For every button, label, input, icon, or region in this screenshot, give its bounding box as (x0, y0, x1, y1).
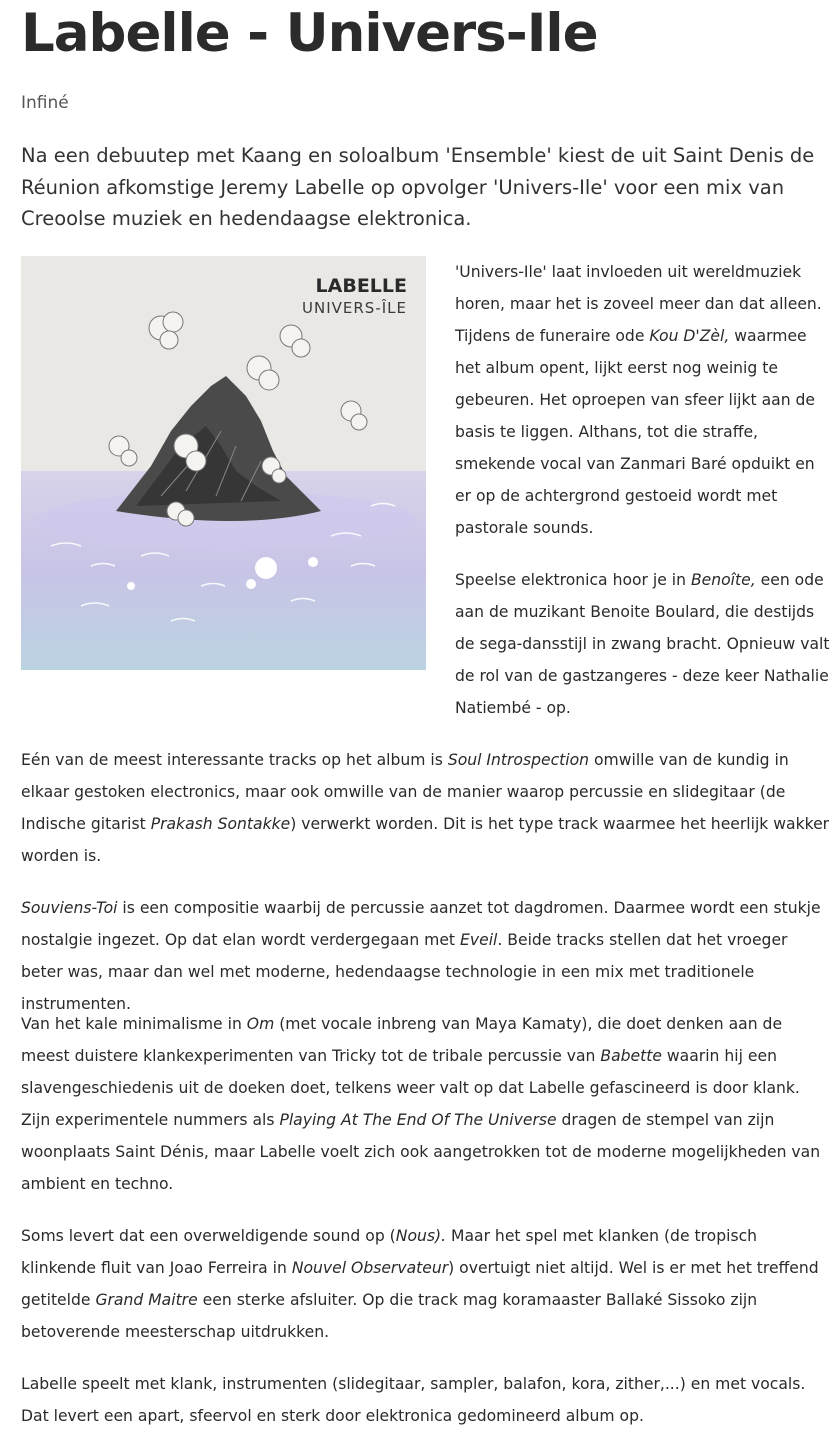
paragraph-1: 'Univers-Ile' laat invloeden uit wereldmuziek horen, maar het is zoveel meer dan dat alleen. Tijdens de funeraire ode Kou D'Zèl, waarmee het album opent, lijkt eerst nog weinig te gebeuren. Het oproepen van sfeer lijkt aan de basis te liggen. Althans, tot die straffe, smekende vocal van Zanmari Baré opduikt en er op de achtergrond gestoeid wordt met pastorale sounds. (455, 263, 822, 537)
album-cover-art (21, 256, 426, 670)
album-cover (21, 256, 426, 670)
article-lead: Na een debuutep met Kaang en soloalbum 'Ensemble' kiest de uit Saint Denis de Réunion afkomstige Jeremy Labelle op opvolger 'Univers-Ile' voor een mix van Creoolse muziek en hedendaagse elektronica. (21, 144, 815, 230)
article-title: Labelle - Univers-Ile (21, 3, 598, 64)
paragraph-5: Van het kale minimalisme in Om (met vocale inbreng van Maya Kamaty), die doet denken aan de meest duistere klankexperimenten van Tricky tot de tribale percussie van Babette waarin hij een slavengeschiedenis uit de doeken doet, telkens weer valt op dat Labelle gefascineerd is door klank. Zijn experimentele nummers als Playing At The End Of The Universe dragen de stempel van zijn woonplaats Saint Dénis, maar Labelle voelt zich ook aangetrokken tot de moderne mogelijkheden van ambient en techno. (21, 1015, 821, 1193)
cover-artist: LABELLE (315, 275, 407, 297)
record-label: Infiné (21, 93, 69, 113)
intro-column (455, 256, 830, 744)
paragraph-2: Speelse elektronica hoor je in Benoîte, een ode aan de muzikant Benoite Boulard, die destijds de sega-dansstijl in zwang bracht. Opnieuw valt de rol van de gastzangeres - deze keer Nathalie Natiembé - op. (455, 571, 830, 717)
paragraph-4: Souviens-Toi is een compositie waarbij de percussie aanzet tot dagdromen. Daarmee wordt een stukje nostalgie ingezet. Op dat elan wordt verdergegaan met Eveil. Beide tracks stellen dat het vroeger beter was, maar dan wel met moderne, hedendaagse technologie in een mix met traditionele instrumenten. (21, 899, 821, 1013)
cover-album-title: UNIVERS-ÎLE (302, 299, 407, 317)
paragraph-7: Labelle speelt met klank, instrumenten (slidegitaar, sampler, balafon, kora, zither,...) en met vocals. Dat levert een apart, sfeervol en sterk door elektronica gedomineerd album op. (21, 1375, 806, 1425)
paragraph-3: Eén van de meest interessante tracks op het album is Soul Introspection omwille van de kundig in elkaar gestoken electronics, maar ook omwille van de manier waarop percussie en slidegitaar (de Indische gitarist Prakash Sontakke) verwerkt worden. Dit is het type track waarmee het heerlijk wakker worden is. (21, 751, 830, 865)
paragraph-6: Soms levert dat een overweldigende sound op (Nous). Maar het spel met klanken (de tropisch klinkende fluit van Joao Ferreira in Nouvel Observateur) overtuigt niet altijd. Wel is er met het treffend getitelde Grand Maitre een sterke afsluiter. Op die track mag koramaaster Ballaké Sissoko zijn betoverende meesterschap uitdrukken. (21, 1227, 819, 1341)
